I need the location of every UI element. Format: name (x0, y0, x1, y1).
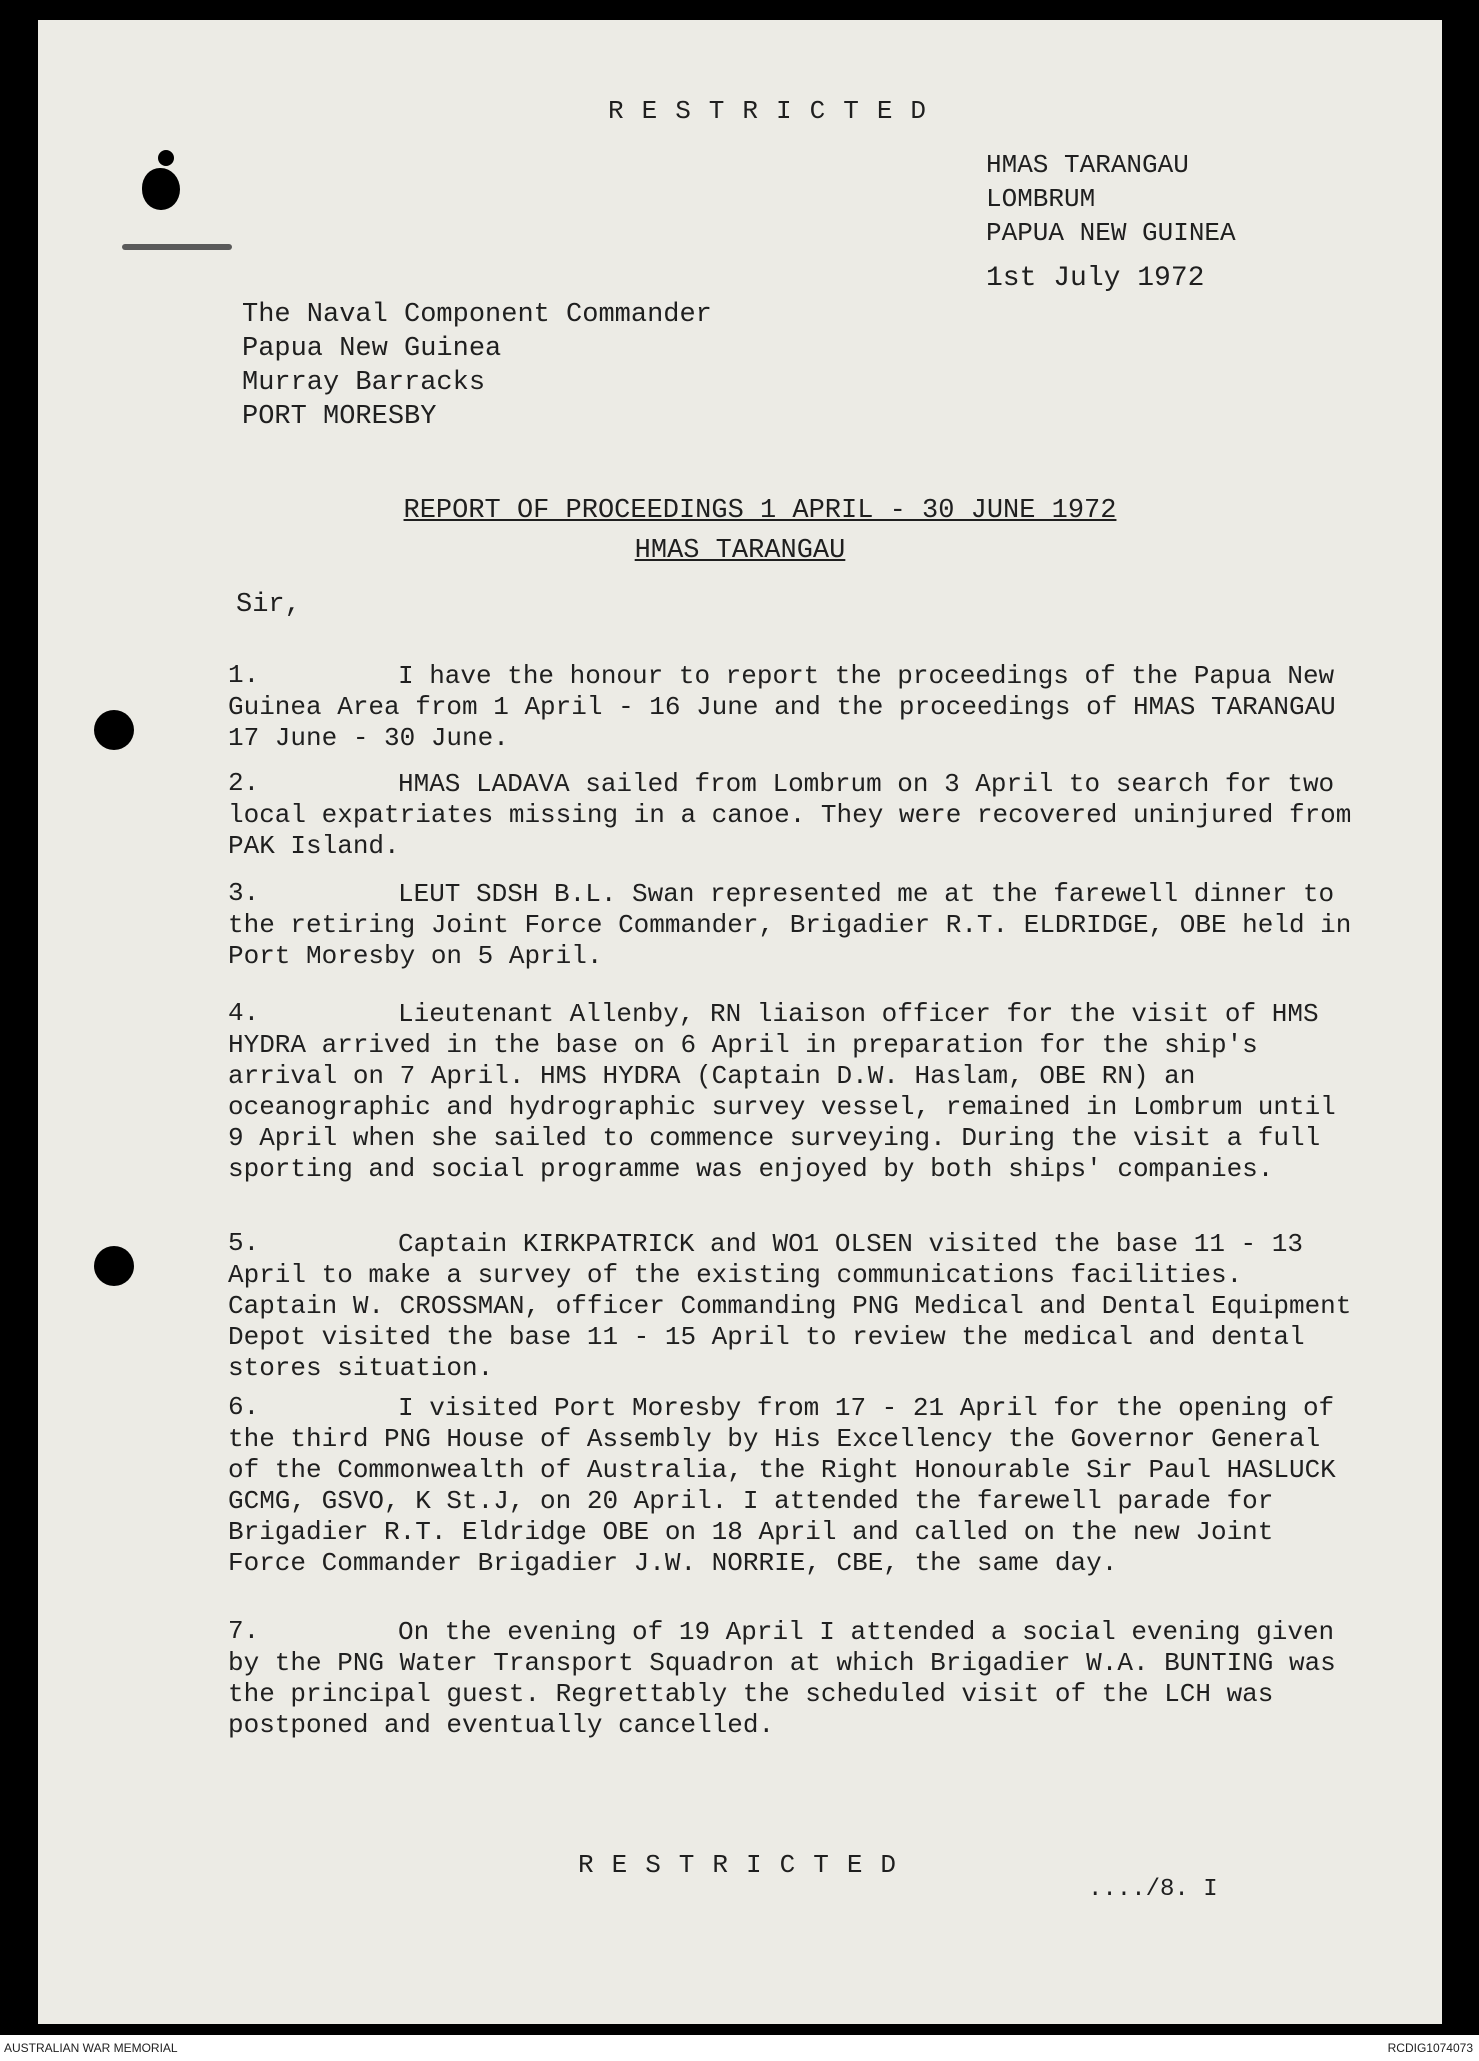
addressee-line: Murray Barracks (242, 368, 486, 398)
sender-line: LOMBRUM (986, 184, 1096, 214)
salutation: Sir, (236, 590, 301, 620)
paragraph-text: LEUT SDSH B.L. Swan represented me at the farewell dinner to the retiring Joint Force Commander, Brigadier R.T. ELDRIDGE, OBE held in Port Moresby on 5 April. (228, 879, 1352, 971)
paragraph (228, 660, 1358, 754)
punch-hole (94, 710, 134, 750)
paragraph-text: Captain KIRKPATRICK and WO1 OLSEN visited the base 11 - 13 April to make a survey of the existing communications facilities. Captain W. CROSSMAN, officer Commanding PNG Medical and Dental Equipment Depot visited the base 11 - 15 April to review the medical and dental stores situation. (228, 1229, 1352, 1383)
paragraph-number: 6. (228, 1392, 260, 1422)
punch-hole (142, 168, 180, 210)
addressee-line: The Naval Component Commander (242, 300, 712, 330)
classification-bottom: RESTRICTED (578, 1850, 915, 1880)
addressee-line: Papua New Guinea (242, 334, 502, 364)
paragraph (228, 1392, 1358, 1579)
paragraph-number: 3. (228, 878, 260, 908)
paragraph-text: On the evening of 19 April I attended a social evening given by the PNG Water Transport Squadron at which Brigadier W.A. BUNTING was the principal guest. Regrettably the scheduled visit of the LCH was postponed and eventually cancelled. (228, 1617, 1336, 1740)
paragraph (228, 1228, 1358, 1384)
paragraph-text: HMAS LADAVA sailed from Lombrum on 3 April to search for two local expatriates missing in a canoe. They were recovered uninjured from PAK Island. (228, 769, 1352, 861)
paragraph-number: 7. (228, 1616, 260, 1646)
paragraph (228, 998, 1358, 1185)
paper-sheet (38, 20, 1442, 2024)
archive-name: AUSTRALIAN WAR MEMORIAL (4, 2041, 178, 2055)
addressee-block (242, 298, 712, 434)
archive-id: RCDIG1074073 (1387, 2041, 1473, 2055)
paragraph-number: 4. (228, 998, 260, 1028)
paragraph-number: 5. (228, 1228, 260, 1258)
report-subtitle: HMAS TARANGAU (634, 536, 846, 566)
paragraph-text: Lieutenant Allenby, RN liaison officer for the visit of HMS HYDRA arrived in the base on 6 April in preparation for the ship's arrival on 7 April. HMS HYDRA (Captain D.W. Haslam, OBE RN) an oceanographic and hydrographic survey vessel, remained in Lombrum until 9 April when she sailed to commence surveying. During the visit a full sporting and social programme was enjoyed by both ships' companies. (228, 999, 1336, 1184)
archive-footer (0, 2035, 1479, 2061)
continuation-ref: ..../8. I (1088, 1876, 1218, 1903)
paragraph-text: I visited Port Moresby from 17 - 21 April for the opening of the third PNG House of Assembly by His Excellency the Governor General of the Commonwealth of Australia, the Right Honourable Sir Paul HASLUCK GCMG, GSVO, K St.J, on 20 April. I attended the farewell parade for Brigadier R.T. Eldridge OBE on 18 April and called on the new Joint Force Commander Brigadier J.W. NORRIE, CBE, the same day. (228, 1393, 1336, 1578)
sender-line: HMAS TARANGAU (986, 150, 1189, 180)
paragraph (228, 878, 1358, 972)
paragraph-text: I have the honour to report the proceedings of the Papua New Guinea Area from 1 April - 16 June and the proceedings of HMAS TARANGAU 17 June - 30 June. (228, 661, 1336, 753)
punch-hole (158, 150, 174, 166)
sender-line: PAPUA NEW GUINEA (986, 218, 1236, 248)
letter-date: 1st July 1972 (986, 263, 1205, 294)
punch-hole (94, 1246, 134, 1286)
paragraph (228, 1616, 1358, 1741)
addressee-line: PORT MORESBY (242, 402, 437, 432)
paragraph (228, 768, 1358, 862)
paragraph-number: 1. (228, 660, 260, 690)
staple-mark (122, 244, 232, 250)
report-title: REPORT OF PROCEEDINGS 1 APRIL - 30 JUNE 1972 (403, 496, 1117, 526)
sender-address (986, 148, 1236, 296)
paragraph-number: 2. (228, 768, 260, 798)
classification-top: RESTRICTED (608, 96, 945, 126)
